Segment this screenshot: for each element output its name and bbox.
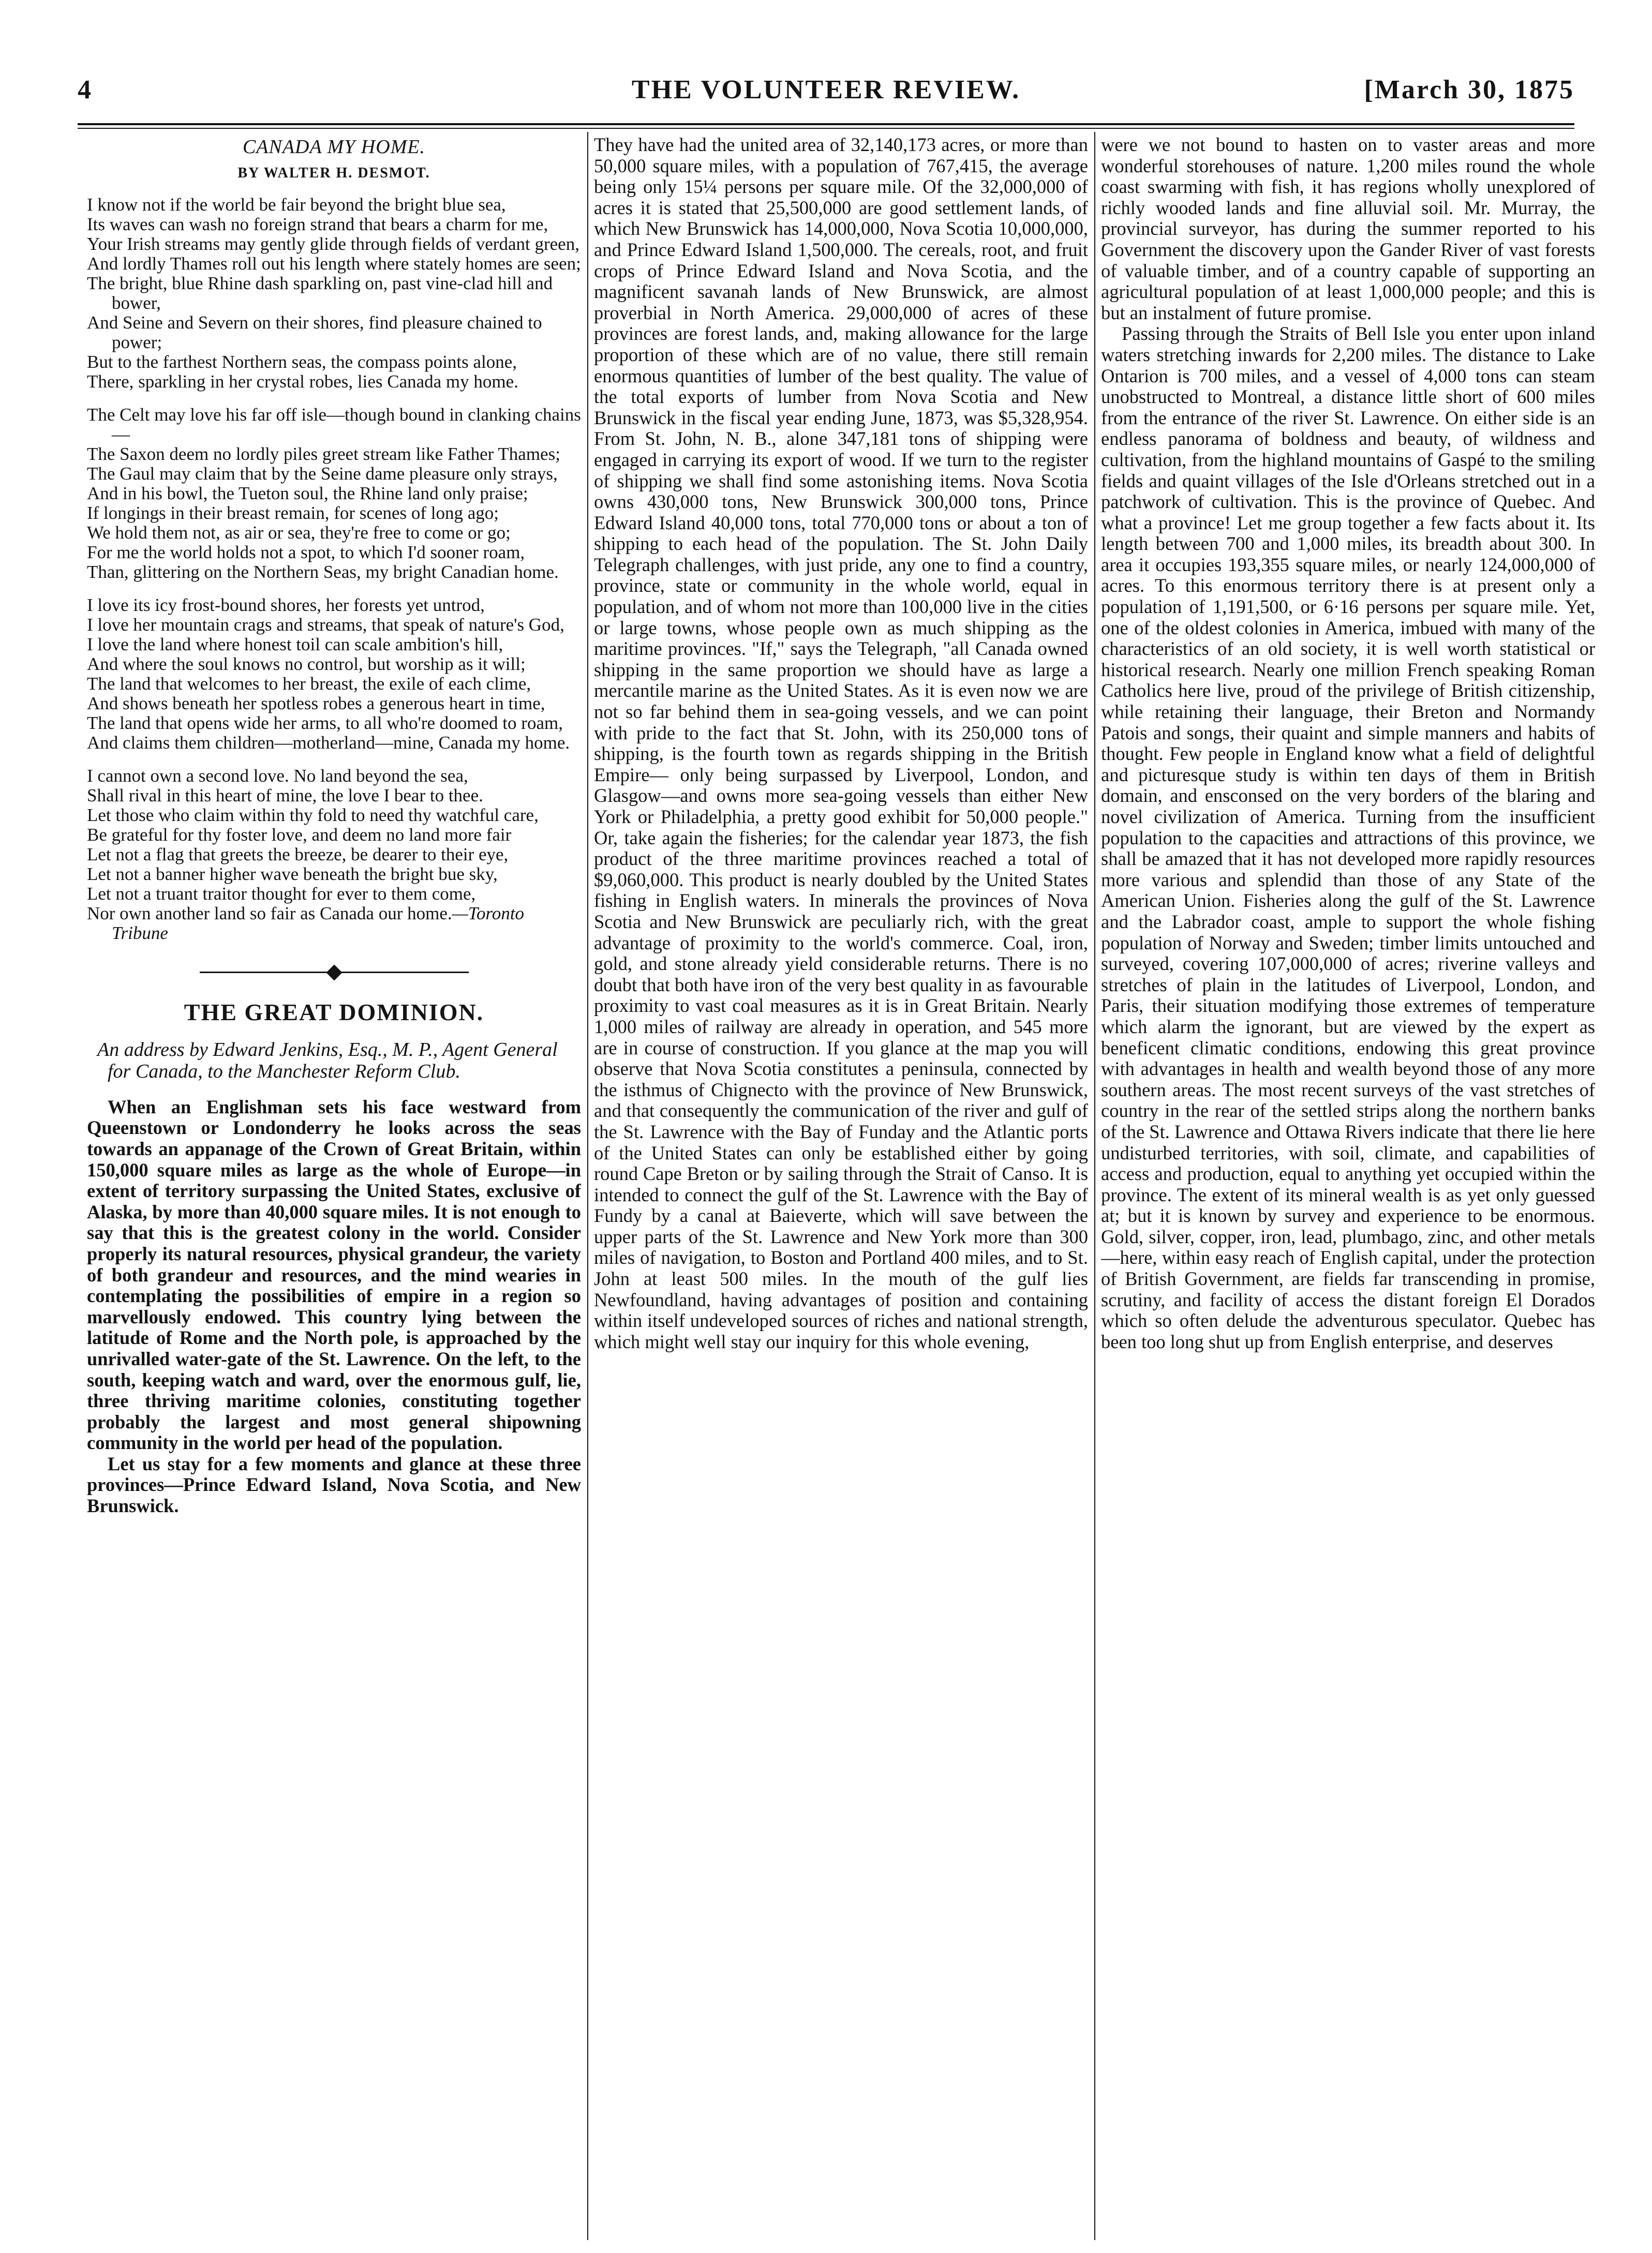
issue-date: [March 30, 1875 xyxy=(1364,75,1574,105)
poem-line: I love her mountain crags and streams, that speak of nature's God, xyxy=(87,615,564,635)
poem-line: And claims them children—motherland—mine, Canada my home. xyxy=(87,733,570,753)
article-paragraph: Passing through the Straits of Bell Isle you enter upon inland waters stretching inwards for 2,200 miles. The distance to Lake Ontarion is 700 miles, and a vessel of 4,000 tons can steam unobstructed to Montreal, a distance little short of 600 miles from the entrance of the river St. Lawrence. On either side is an endless panorama of boldness and beauty, of wildness and cultivation, from the highland mountains of Gaspé to the smiling fields and quaint villages of the Isle d'Orleans stretched out in a patchwork of cultivation. This is the province of Quebec. And what a province! Let me group together a few facts about it. Its length between 700 and 1,000 miles, its breadth about 300. In area it occupies 193,355 square miles, or nearly 124,000,000 of acres. To this enormous territory there is at present only a population of 1,191,500, or 6·16 persons per square mile. Yet, one of the oldest colonies in America, imbued with many of the characteristics of an old society, it is well worth statistical or historical research. Nearly one million French speaking Roman Catholics here live, proud of the privilege of British citizenship, while retaining their language, their Breton and Normandy Patois and songs, their quaint and simple manners and habits of thought. Few people in England know what a field of delightful and picturesque study is within ten days of them in British domain, and ensconsed on the very borders of the blaring and novel civilization of America. Turning from the insufficient population to the capacities and attractions of this province, we shall be amazed that it has not developed more rapidly resources more various and splendid than those of any State of the American Union. Fisheries along the gulf of the St. Lawrence and the Labrador coast, ample to support the whole fishing population of Norway and Sweden; timber limits untouched and surveyed, covering 107,000,000 of acres; riverine valleys and stretches of plain in the latitudes of Liverpool, London, and Paris, their situation modifying those extremes of temperature which alarm the ignorant, but are viewed by the expert as beneficent climatic conditions, endowing this great province with advantages in health and wealth beyond those of any more southern areas. The most recent surveys of the vast stretches of country in the rear of the settled strips along the northern banks of the St. Lawrence and Ottawa Rivers indicate that there lie here undisturbed territories, with soil, climate, and capabilities of access and production, equal to anything yet occupied within the province. The extent of its mineral wealth is as yet only guessed at; but it is known by survey and experience to be enormous. Gold, silver, copper, iron, lead, plumbago, zinc, and other metals—here, within easy reach of English capital, under the protection of British Government, are fields far transcending in promise, scrutiny, and facility of access the distant foreign El Dorados which so often delude the adventurous speculator. Quebec has been too long shut up from English enterprise, and deserves xyxy=(1101,323,1595,1352)
poem-title: CANADA MY HOME. xyxy=(242,136,426,158)
poem-line: If longings in their breast remain, for scenes of long ago; xyxy=(87,503,499,524)
header-rule xyxy=(78,123,1574,125)
poem-line: But to the farthest Northern seas, the compass points alone, xyxy=(87,352,517,372)
poem-line: Let not a truant traitor thought for ever to them come, xyxy=(87,884,476,904)
poem-line xyxy=(87,904,581,943)
article-heading: THE GREAT DOMINION. xyxy=(184,999,484,1026)
column-3 xyxy=(1101,135,1595,2235)
poem-line: The bright, blue Rhine dash sparkling on, past vine-clad hill and bower, xyxy=(87,273,553,314)
poem-line: And in his bowl, the Tueton soul, the Rhine land only praise; xyxy=(87,483,528,504)
column-1 xyxy=(87,135,581,2235)
poem-line: Let those who claim within thy fold to need thy watchful care, xyxy=(87,805,539,826)
poem-last-line: Nor own another land so fair as Canada our home. xyxy=(87,903,452,924)
poem-line: Its waves can wash no foreign strand that bears a charm for me, xyxy=(87,214,548,235)
poem-line: And shows beneath her spotless robes a generous heart in time, xyxy=(87,693,545,714)
section-divider xyxy=(200,966,469,979)
poem-credit: —Toronto Tribune xyxy=(112,903,525,944)
poem-line: Shall rival in this heart of mine, the love I bear to thee. xyxy=(87,785,483,806)
poem-line: And Seine and Severn on their shores, find pleasure chained to power; xyxy=(87,312,542,353)
poem-line: Let not a banner higher wave beneath the bright bue sky, xyxy=(87,864,498,885)
column-divider xyxy=(1094,132,1095,2240)
poem-stanza xyxy=(87,595,581,753)
masthead-title: THE VOLUNTEER REVIEW. xyxy=(631,75,1021,105)
header-rule-thin xyxy=(78,128,1574,129)
poem-line: There, sparkling in her crystal robes, lies Canada my home. xyxy=(87,371,518,392)
column-2 xyxy=(594,135,1088,2235)
article-paragraph: They have had the united area of 32,140,173 acres, or more than 50,000 square miles, with a population of 767,415, the average being only 15¼ persons per square mile. Of the 32,000,000 of acres it is stated that 25,500,000 are good settlement lands, of which New Brunswick has 14,000,000, Nova Scotia 10,000,000, and Prince Edward Island 1,500,000. The cereals, root, and fruit crops of Prince Edward Island and Nova Scotia, and the magnificent savanah lands of New Brunswick, are almost proverbial in North America. 29,000,000 of acres of these provinces are forest lands, and, making allowance for the large proportion of these which are of no value, there still remain enormous quantities of lumber of the best quality. The value of the total exports of lumber from Nova Scotia and New Brunswick in the fiscal year ending June, 1873, was $5,328,954. From St. John, N. B., alone 347,181 tons of shipping were engaged in carrying its export of wood. If we turn to the register of shipping we shall find some astonishing items. Nova Scotia owns 430,000 tons, New Brunswick 300,000 tons, Prince Edward Island 40,000 tons, total 770,000 tons or about a ton of shipping to each head of the population. The St. John Daily Telegraph challenges, with just pride, any one to find a country, province, state or community in the whole world, equal in population, and of whom not more than 100,000 live in the cities or large towns, whose people own as much shipping as the maritime provinces. "If," says the Telegraph, "all Canada owned shipping in the same proportion we should have as large a mercantile marine as the United States. As it is even now we are not so far behind them in sea-going vessels, and we can point with pride to the fact that St. John, with its 250,000 tons of shipping, is the fourth town as regards shipping in the British Empire— only being surpassed by Liverpool, London, and Glasgow—and owns more sea-going vessels than either New York or Philadelphia, a pretty good exhibit for 50,000 people." Or, take again the fisheries; for the calendar year 1873, the fish product of the three maritime provinces reached a total of $9,060,000. This product is nearly doubled by the United States fishing in English waters. In minerals the provinces of Nova Scotia and New Brunswick are peculiarly rich, with the great advantage of proximity to the world's commerce. Coal, iron, gold, and stone already yield considerable returns. There is no doubt that both have iron of the very best quality in as favourable proximity to vast coal measures as it is in Great Britain. Nearly 1,000 miles of railway are already in operation, and 545 more are in course of construction. If you glance at the map you will observe that Nova Scotia constitutes a peninsula, connected by the isthmus of Chignecto with the province of New Brunswick, and that consequently the communication of the river and gulf of the St. Lawrence with the Bay of Funday and the Atlantic ports of the United States can only be established either by going round Cape Breton or by sailing through the Strait of Canso. It is intended to connect the gulf of the St. Lawrence with the Bay of Fundy by a canal at Baieverte, which will save between the upper parts of the St. Lawrence and New York more than 300 miles of navigation, to Boston and Portland 400 miles, and to St. John at least 500 miles. In the mouth of the gulf lies Newfoundland, having advantages of position and containing within itself undeveloped sources of riches and national strength, which might well stay our inquiry for this whole evening, xyxy=(594,135,1088,1352)
poem-line: I love its icy frost-bound shores, her forests yet untrod, xyxy=(87,595,485,616)
poem-line: The Saxon deem no lordly piles greet stream like Father Thames; xyxy=(87,444,560,465)
poem-line: We hold them not, as air or sea, they're free to come or go; xyxy=(87,523,511,543)
poem-line: The land that opens wide her arms, to all who're doomed to roam, xyxy=(87,713,563,734)
poem-stanza xyxy=(87,405,581,582)
poem-line: Your Irish streams may gently glide through fields of verdant green, xyxy=(87,234,579,255)
poem-line: And lordly Thames roll out his length where stately homes are seen; xyxy=(87,253,581,274)
poem-line: The Gaul may claim that by the Seine dame pleasure only strays, xyxy=(87,464,558,484)
column-divider xyxy=(587,132,588,2240)
poem-line: And where the soul knows no control, but worship as it will; xyxy=(87,654,526,675)
article-paragraph: Let us stay for a few moments and glance at these three provinces—Prince Edward Island, Nova Scotia, and New Brunswick. xyxy=(87,1453,581,1517)
poem-stanza xyxy=(87,195,581,392)
poem-byline: BY WALTER H. DESMOT. xyxy=(237,165,430,181)
poem-line: Be grateful for thy foster love, and deem no land more fair xyxy=(87,825,512,845)
poem-stanza xyxy=(87,766,581,943)
article-paragraph: were we not bound to hasten on to vaster areas and more wonderful storehouses of nature. 1,200 miles round the whole coast swarming with fish, it has regions wholly unexplored of richly wooded lands and fine alluvial soil. Mr. Murray, the provincial surveyor, has during the summer reported to his Government the discovery upon the Gander River of vast forests of valuable timber, and of a country capable of supporting an agricultural population of at least 1,000,000 people; and this is but an instalment of future promise. xyxy=(1101,135,1595,323)
article-subtitle: An address by Edward Jenkins, Esq., M. P., Agent General for Canada, to the Manchester Reform Club. xyxy=(97,1038,558,1082)
poem-line: I cannot own a second love. No land beyond the sea, xyxy=(87,766,468,786)
poem-line: Let not a flag that greets the breeze, be dearer to their eye, xyxy=(87,844,509,865)
page-number: 4 xyxy=(78,75,93,105)
poem-line: I know not if the world be fair beyond the bright blue sea, xyxy=(87,195,506,215)
page-header xyxy=(78,67,1574,114)
article-paragraph: When an Englishman sets his face westward from Queenstown or Londonderry he looks across the seas towards an appanage of the Crown of Great Britain, within 150,000 square miles as large as the whole of Europe—in extent of territory surpassing the United States, exclusive of Alaska, by more than 40,000 square miles. It is not enough to say that this is the greatest colony in the world. Consider properly its natural resources, physical grandeur, the variety of both grandeur and resources, and the mind wearies in contemplating the possibilities of empire in a region so marvellously endowed. This country lying between the latitude of Rome and the North pole, is approached by the unrivalled water-gate of the St. Lawrence. On the left, to the south, keeping watch and ward, over the enormous gulf, lie, three thriving maritime colonies, constituting together probably the largest and most general shipowning community in the world per head of the population. xyxy=(87,1096,581,1454)
poem-line: The Celt may love his far off isle—though bound in clanking chains— xyxy=(87,405,581,445)
poem-line: I love the land where honest toil can scale ambition's hill, xyxy=(87,634,503,655)
poem-line: The land that welcomes to her breast, the exile of each clime, xyxy=(87,674,531,694)
poem-line: For me the world holds not a spot, to which I'd sooner roam, xyxy=(87,542,525,563)
poem-line: Than, glittering on the Northern Seas, my bright Canadian home. xyxy=(87,562,559,583)
divider-diamond-icon xyxy=(326,965,342,981)
